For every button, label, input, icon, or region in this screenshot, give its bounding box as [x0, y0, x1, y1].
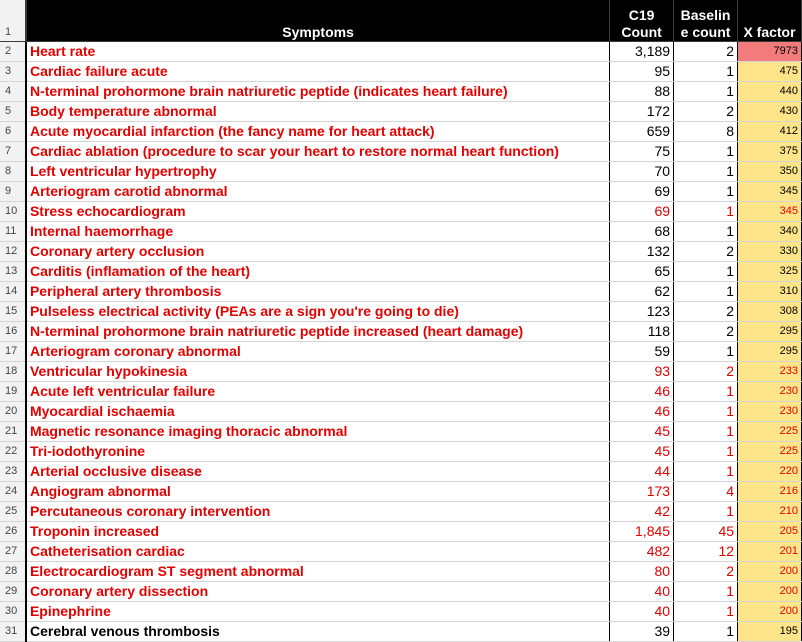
table-row — [0, 581, 802, 601]
c19-count-cell[interactable]: 88 — [610, 81, 674, 101]
table-row — [0, 561, 802, 581]
symptom-cell[interactable]: Angiogram abnormal — [26, 481, 610, 501]
table-row — [0, 81, 802, 101]
row-number[interactable]: 28 — [0, 561, 26, 581]
symptom-cell[interactable]: Acute left ventricular failure — [26, 381, 610, 401]
c19-count-cell[interactable]: 59 — [610, 341, 674, 361]
row-number[interactable]: 16 — [0, 321, 26, 341]
symptom-cell[interactable]: Coronary artery occlusion — [26, 241, 610, 261]
c19-count-cell[interactable]: 40 — [610, 601, 674, 621]
c19-count-cell[interactable]: 123 — [610, 301, 674, 321]
row-number[interactable]: 25 — [0, 501, 26, 521]
xfactor-cell[interactable]: 200 — [738, 581, 802, 601]
symptom-cell[interactable]: Percutaneous coronary intervention — [26, 501, 610, 521]
table-row — [0, 461, 802, 481]
row-number[interactable]: 3 — [0, 61, 26, 81]
c19-count-cell[interactable]: 68 — [610, 221, 674, 241]
table-row — [0, 381, 802, 401]
xfactor-cell[interactable]: 345 — [738, 201, 802, 221]
row-number[interactable]: 15 — [0, 301, 26, 321]
xfactor-cell[interactable]: 350 — [738, 161, 802, 181]
row-number[interactable]: 1 — [0, 0, 26, 41]
symptom-cell[interactable]: Internal haemorrhage — [26, 221, 610, 241]
baseline-count-cell[interactable]: 1 — [674, 141, 738, 161]
c19-count-cell[interactable]: 44 — [610, 461, 674, 481]
baseline-count-cell[interactable]: 2 — [674, 241, 738, 261]
baseline-count-cell[interactable]: 8 — [674, 121, 738, 141]
c19-count-cell[interactable]: 132 — [610, 241, 674, 261]
row-number[interactable]: 9 — [0, 181, 26, 201]
table-row — [0, 541, 802, 561]
symptom-cell[interactable]: Cardiac ablation (procedure to scar your heart to restore normal heart function) — [26, 141, 610, 161]
symptom-cell[interactable]: N-terminal prohormone brain natriuretic peptide (indicates heart failure) — [26, 81, 610, 101]
baseline-count-cell[interactable]: 1 — [674, 341, 738, 361]
xfactor-cell[interactable]: 233 — [738, 361, 802, 381]
table-row — [0, 621, 802, 641]
baseline-count-cell[interactable]: 45 — [674, 521, 738, 541]
symptom-cell[interactable]: Ventricular hypokinesia — [26, 361, 610, 381]
symptom-cell[interactable]: Epinephrine — [26, 601, 610, 621]
symptom-cell[interactable]: Pulseless electrical activity (PEAs are a sign you're going to die) — [26, 301, 610, 321]
baseline-count-cell[interactable]: 2 — [674, 41, 738, 61]
baseline-count-cell[interactable]: 1 — [674, 261, 738, 281]
row-number[interactable]: 7 — [0, 141, 26, 161]
baseline-count-cell[interactable]: 2 — [674, 301, 738, 321]
row-number[interactable]: 19 — [0, 381, 26, 401]
baseline-count-cell[interactable]: 1 — [674, 461, 738, 481]
c19-count-cell[interactable]: 70 — [610, 161, 674, 181]
baseline-count-cell[interactable]: 2 — [674, 561, 738, 581]
row-number[interactable]: 31 — [0, 621, 26, 641]
symptom-cell[interactable]: Catheterisation cardiac — [26, 541, 610, 561]
table-row — [0, 121, 802, 141]
baseline-count-cell[interactable]: 2 — [674, 361, 738, 381]
symptom-cell[interactable]: Cerebral venous thrombosis — [26, 621, 610, 641]
xfactor-cell[interactable]: 216 — [738, 481, 802, 501]
c19-count-cell[interactable]: 80 — [610, 561, 674, 581]
xfactor-cell[interactable]: 475 — [738, 61, 802, 81]
symptom-cell[interactable]: Arteriogram coronary abnormal — [26, 341, 610, 361]
c19-count-cell[interactable]: 1,845 — [610, 521, 674, 541]
table-row — [0, 521, 802, 541]
row-number[interactable]: 29 — [0, 581, 26, 601]
c19-count-cell[interactable]: 65 — [610, 261, 674, 281]
xfactor-cell[interactable]: 412 — [738, 121, 802, 141]
c19-count-cell[interactable]: 3,189 — [610, 41, 674, 61]
baseline-count-cell[interactable]: 1 — [674, 601, 738, 621]
table-row — [0, 181, 802, 201]
row-number[interactable]: 11 — [0, 221, 26, 241]
c19-count-cell[interactable]: 118 — [610, 321, 674, 341]
row-number[interactable]: 21 — [0, 421, 26, 441]
symptom-cell[interactable]: Magnetic resonance imaging thoracic abnormal — [26, 421, 610, 441]
xfactor-cell[interactable]: 325 — [738, 261, 802, 281]
table-row — [0, 241, 802, 261]
header-baseline-line1: Baselin — [680, 6, 731, 23]
row-number[interactable]: 26 — [0, 521, 26, 541]
baseline-count-cell[interactable]: 1 — [674, 621, 738, 641]
xfactor-cell[interactable]: 295 — [738, 321, 802, 341]
xfactor-cell[interactable]: 210 — [738, 501, 802, 521]
symptom-cell[interactable]: N-terminal prohormone brain natriuretic peptide increased (heart damage) — [26, 321, 610, 341]
symptom-cell[interactable]: Heart rate — [26, 41, 610, 61]
c19-count-cell[interactable]: 46 — [610, 401, 674, 421]
xfactor-cell[interactable]: 340 — [738, 221, 802, 241]
symptom-cell[interactable]: Arterial occlusive disease — [26, 461, 610, 481]
table-row — [0, 601, 802, 621]
row-number[interactable]: 18 — [0, 361, 26, 381]
baseline-count-cell[interactable]: 1 — [674, 401, 738, 421]
baseline-count-cell[interactable]: 1 — [674, 581, 738, 601]
table-row — [0, 221, 802, 241]
xfactor-cell[interactable]: 200 — [738, 561, 802, 581]
xfactor-cell[interactable]: 375 — [738, 141, 802, 161]
xfactor-cell[interactable]: 225 — [738, 441, 802, 461]
row-number[interactable]: 22 — [0, 441, 26, 461]
table-row — [0, 401, 802, 421]
table-row — [0, 481, 802, 501]
c19-count-cell[interactable]: 172 — [610, 101, 674, 121]
xfactor-cell[interactable]: 230 — [738, 401, 802, 421]
symptom-cell[interactable]: Left ventricular hypertrophy — [26, 161, 610, 181]
xfactor-cell[interactable]: 7973 — [738, 41, 802, 61]
symptom-cell[interactable]: Stress echocardiogram — [26, 201, 610, 221]
header-baseline-line2: e count — [680, 23, 731, 40]
baseline-count-cell[interactable]: 1 — [674, 221, 738, 241]
baseline-count-cell[interactable]: 1 — [674, 81, 738, 101]
c19-count-cell[interactable]: 173 — [610, 481, 674, 501]
row-number[interactable]: 24 — [0, 481, 26, 501]
c19-count-cell[interactable]: 40 — [610, 581, 674, 601]
xfactor-cell[interactable]: 310 — [738, 281, 802, 301]
baseline-count-cell[interactable]: 1 — [674, 381, 738, 401]
xfactor-cell[interactable]: 330 — [738, 241, 802, 261]
c19-count-cell[interactable]: 69 — [610, 201, 674, 221]
c19-count-cell[interactable]: 69 — [610, 181, 674, 201]
xfactor-cell[interactable]: 440 — [738, 81, 802, 101]
header-c19-line1: C19 — [628, 6, 655, 23]
header-baseline-count[interactable] — [674, 0, 738, 41]
table-row — [0, 161, 802, 181]
xfactor-cell[interactable]: 200 — [738, 601, 802, 621]
table-row — [0, 321, 802, 341]
symptom-cell[interactable]: Tri-iodothyronine — [26, 441, 610, 461]
c19-count-cell[interactable]: 45 — [610, 441, 674, 461]
baseline-count-cell[interactable]: 12 — [674, 541, 738, 561]
row-number[interactable]: 4 — [0, 81, 26, 101]
baseline-count-cell[interactable]: 1 — [674, 421, 738, 441]
symptom-cell[interactable]: Troponin increased — [26, 521, 610, 541]
c19-count-cell[interactable]: 95 — [610, 61, 674, 81]
table-row — [0, 101, 802, 121]
c19-count-cell[interactable]: 46 — [610, 381, 674, 401]
row-number[interactable]: 12 — [0, 241, 26, 261]
row-number[interactable]: 17 — [0, 341, 26, 361]
row-number[interactable]: 10 — [0, 201, 26, 221]
row-number[interactable]: 27 — [0, 541, 26, 561]
table-row — [0, 141, 802, 161]
row-number[interactable]: 5 — [0, 101, 26, 121]
xfactor-cell[interactable]: 201 — [738, 541, 802, 561]
xfactor-cell[interactable]: 345 — [738, 181, 802, 201]
xfactor-cell[interactable]: 430 — [738, 101, 802, 121]
header-xfactor[interactable]: X factor — [738, 0, 802, 41]
c19-count-cell[interactable]: 62 — [610, 281, 674, 301]
symptom-cell[interactable]: Carditis (inflamation of the heart) — [26, 261, 610, 281]
c19-count-cell[interactable]: 659 — [610, 121, 674, 141]
row-number[interactable]: 2 — [0, 41, 26, 61]
header-c19-line2: Count — [621, 23, 662, 40]
table-row — [0, 281, 802, 301]
row-number[interactable]: 14 — [0, 281, 26, 301]
c19-count-cell[interactable]: 39 — [610, 621, 674, 641]
row-number[interactable]: 8 — [0, 161, 26, 181]
row-number[interactable]: 23 — [0, 461, 26, 481]
symptom-cell[interactable]: Acute myocardial infarction (the fancy name for heart attack) — [26, 121, 610, 141]
table-row — [0, 201, 802, 221]
xfactor-cell[interactable]: 230 — [738, 381, 802, 401]
symptom-cell[interactable]: Electrocardiogram ST segment abnormal — [26, 561, 610, 581]
xfactor-cell[interactable]: 195 — [738, 621, 802, 641]
table-row — [0, 501, 802, 521]
table-row — [0, 301, 802, 321]
row-number[interactable]: 6 — [0, 121, 26, 141]
baseline-count-cell[interactable]: 2 — [674, 101, 738, 121]
c19-count-cell[interactable]: 93 — [610, 361, 674, 381]
table-row — [0, 41, 802, 61]
symptom-cell[interactable]: Body temperature abnormal — [26, 101, 610, 121]
table-row — [0, 421, 802, 441]
baseline-count-cell[interactable]: 1 — [674, 61, 738, 81]
baseline-count-cell[interactable]: 2 — [674, 321, 738, 341]
row-number[interactable]: 20 — [0, 401, 26, 421]
xfactor-cell[interactable]: 225 — [738, 421, 802, 441]
symptom-cell[interactable]: Myocardial ischaemia — [26, 401, 610, 421]
baseline-count-cell[interactable]: 1 — [674, 501, 738, 521]
row-number[interactable]: 13 — [0, 261, 26, 281]
baseline-count-cell[interactable]: 1 — [674, 201, 738, 221]
c19-count-cell[interactable]: 42 — [610, 501, 674, 521]
table-row — [0, 261, 802, 281]
baseline-count-cell[interactable]: 4 — [674, 481, 738, 501]
symptom-cell[interactable]: Coronary artery dissection — [26, 581, 610, 601]
symptom-cell[interactable]: Peripheral artery thrombosis — [26, 281, 610, 301]
header-c19-count[interactable] — [610, 0, 674, 41]
baseline-count-cell[interactable]: 1 — [674, 161, 738, 181]
c19-count-cell[interactable]: 45 — [610, 421, 674, 441]
baseline-count-cell[interactable]: 1 — [674, 281, 738, 301]
symptom-cell[interactable]: Arteriogram carotid abnormal — [26, 181, 610, 201]
header-symptoms[interactable]: Symptoms — [26, 0, 610, 41]
baseline-count-cell[interactable]: 1 — [674, 181, 738, 201]
symptom-cell[interactable]: Cardiac failure acute — [26, 61, 610, 81]
xfactor-cell[interactable]: 295 — [738, 341, 802, 361]
table-row — [0, 61, 802, 81]
c19-count-cell[interactable]: 75 — [610, 141, 674, 161]
xfactor-cell[interactable]: 220 — [738, 461, 802, 481]
xfactor-cell[interactable]: 308 — [738, 301, 802, 321]
baseline-count-cell[interactable]: 1 — [674, 441, 738, 461]
table-row — [0, 441, 802, 461]
header-row — [0, 0, 802, 41]
c19-count-cell[interactable]: 482 — [610, 541, 674, 561]
row-number[interactable]: 30 — [0, 601, 26, 621]
table-row — [0, 341, 802, 361]
xfactor-cell[interactable]: 205 — [738, 521, 802, 541]
table-row — [0, 361, 802, 381]
